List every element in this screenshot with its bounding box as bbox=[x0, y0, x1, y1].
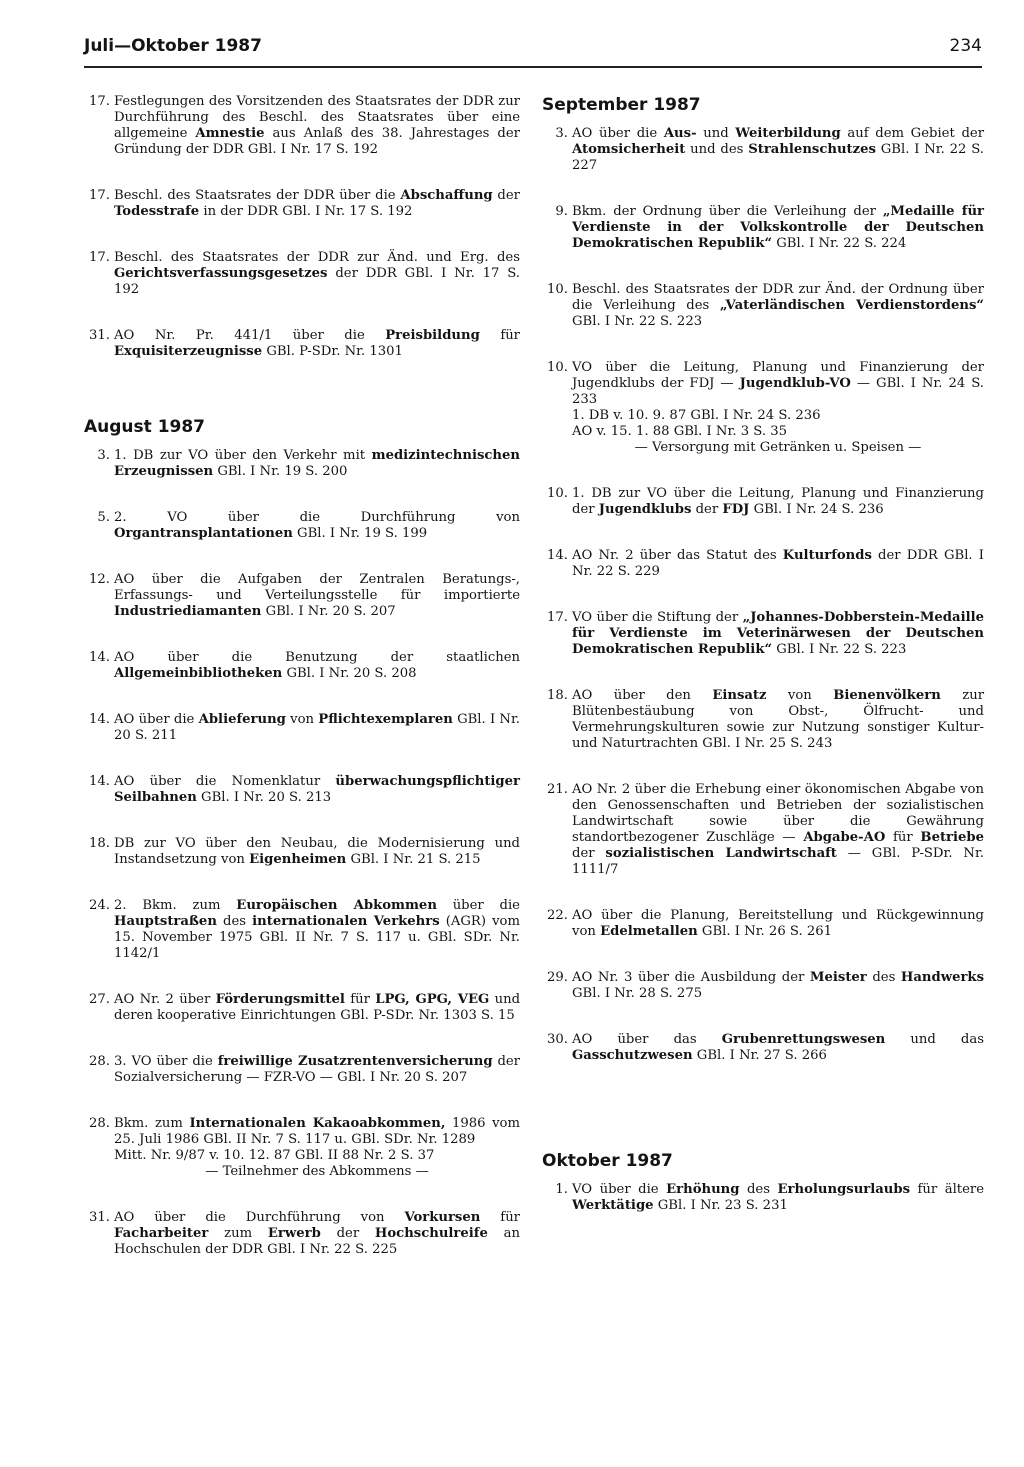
section-title: Oktober 1987 bbox=[542, 1151, 673, 1171]
keyword: Preisbildung bbox=[385, 328, 480, 343]
keyword: Todesstrafe bbox=[114, 204, 200, 219]
entry-day: 21. bbox=[547, 782, 568, 797]
text-segment: und deren kooperative Einrichtungen GBl. P-SDr. Nr. 1303 S. 15 bbox=[114, 992, 521, 1023]
entry-line bbox=[114, 1164, 520, 1180]
text-segment: Beschl. des Staatsrates der DDR zur Änd. der Ordnung über die Verleihung des bbox=[572, 282, 984, 313]
entry-text bbox=[572, 126, 984, 174]
keyword: freiwillige Zusatzrentenversicherung bbox=[217, 1054, 493, 1069]
entry-day: 14. bbox=[547, 548, 568, 563]
entry-text bbox=[114, 328, 520, 360]
entry-text bbox=[114, 712, 520, 744]
text-segment: GBl. P-SDr. Nr. 1301 bbox=[262, 344, 403, 359]
keyword: „Medaille für Verdienste in der Volkskontrolle der Deutschen Demokratischen Republik“ bbox=[572, 204, 985, 251]
entry-text bbox=[114, 188, 520, 220]
entry-text bbox=[572, 282, 984, 330]
entry-text bbox=[572, 1182, 984, 1214]
text-segment: und bbox=[696, 126, 736, 141]
text-segment: 3. VO über die bbox=[114, 1054, 218, 1069]
entry-text bbox=[114, 650, 520, 682]
text-segment: GBl. I Nr. 22 S. 224 bbox=[772, 236, 907, 251]
text-segment: für bbox=[480, 1210, 520, 1225]
entry bbox=[80, 188, 520, 220]
entry bbox=[80, 448, 520, 480]
left-column bbox=[80, 94, 520, 1288]
keyword: Weiterbildung bbox=[735, 126, 841, 141]
text-segment: (AGR) vom 15. November 1975 GBl. II Nr. 7 S. 117 u. GBl. SDr. Nr. 1142/1 bbox=[114, 914, 520, 961]
text-segment: der bbox=[691, 502, 723, 517]
keyword: Werktätige bbox=[572, 1198, 654, 1213]
entry-text bbox=[572, 782, 984, 878]
entry-day: 29. bbox=[547, 970, 568, 985]
section-title: September 1987 bbox=[542, 95, 701, 115]
text-segment: und des bbox=[685, 142, 749, 157]
keyword: Hauptstraßen bbox=[114, 914, 217, 929]
keyword: Förderungsmittel bbox=[215, 992, 345, 1007]
entry bbox=[80, 774, 520, 806]
entry-text bbox=[572, 204, 984, 252]
entry bbox=[80, 1210, 520, 1258]
entry-line bbox=[572, 440, 984, 456]
entry-text bbox=[114, 250, 520, 298]
text-segment: GBl. I Nr. 27 S. 266 bbox=[692, 1048, 827, 1063]
entry-day: 28. bbox=[89, 1116, 110, 1131]
text-segment: der DDR GBl. I Nr. 22 S. 229 bbox=[572, 548, 984, 579]
keyword: Pflichtexemplaren bbox=[318, 712, 453, 727]
entry-text bbox=[114, 510, 520, 542]
entry-day: 14. bbox=[89, 774, 110, 789]
keyword: Jugendklubs bbox=[598, 502, 692, 517]
text-segment: der Sozialversicherung — FZR-VO — GBl. I Nr. 20 S. 207 bbox=[114, 1054, 520, 1085]
entry-line bbox=[572, 424, 984, 440]
entry bbox=[538, 610, 984, 658]
entry bbox=[80, 1054, 520, 1086]
text-segment: auf dem Gebiet der bbox=[840, 126, 984, 141]
text-segment: 1986 vom 25. Juli 1986 GBl. II Nr. 7 S. 117 u. GBl. SDr. Nr. 1289 bbox=[114, 1116, 520, 1147]
keyword: Meister bbox=[809, 970, 867, 985]
entry-line bbox=[572, 408, 984, 424]
text-segment: an Hochschulen der DDR GBl. I Nr. 22 S. 225 bbox=[114, 1226, 520, 1257]
text-segment: AO Nr. 2 über bbox=[114, 992, 216, 1007]
keyword: Facharbeiter bbox=[114, 1226, 209, 1241]
entry-line bbox=[572, 360, 984, 408]
text-segment: Beschl. des Staatsrates der DDR über die bbox=[114, 188, 401, 203]
entry bbox=[80, 992, 520, 1024]
entry bbox=[538, 688, 984, 752]
entry-day: 17. bbox=[547, 610, 568, 625]
text-segment: AO über die Aufgaben der Zentralen Beratungs-, Erfassungs- und Verteilungsstelle für importierte bbox=[114, 572, 520, 603]
entry-day: 5. bbox=[97, 510, 110, 525]
entry bbox=[80, 650, 520, 682]
keyword: Industriediamanten bbox=[114, 604, 262, 619]
entry-text bbox=[572, 970, 984, 1002]
text-segment: GBl. I Nr. 24 S. 236 bbox=[749, 502, 884, 517]
text-segment: 1. DB zur VO über die Leitung, Planung und Finanzierung der bbox=[572, 486, 984, 517]
text-segment: — GBl. I Nr. 24 S. 233 bbox=[572, 376, 984, 407]
text-segment: GBl. I Nr. 22 S. 227 bbox=[572, 142, 984, 173]
entry-day: 3. bbox=[555, 126, 568, 141]
text-segment: des bbox=[216, 914, 253, 929]
text-segment: für bbox=[885, 830, 921, 845]
keyword: Europäischen Abkommen bbox=[236, 898, 437, 913]
entry-text bbox=[572, 486, 984, 518]
entry-text bbox=[114, 836, 520, 868]
keyword: medizintechnischen Erzeugnissen bbox=[114, 448, 520, 479]
entry bbox=[538, 782, 984, 878]
text-segment: der bbox=[320, 1226, 375, 1241]
keyword: Handwerks bbox=[900, 970, 984, 985]
text-segment: des bbox=[739, 1182, 778, 1197]
keyword: überwachungspflichtiger Seilbahnen bbox=[114, 774, 520, 805]
entry bbox=[80, 572, 520, 620]
keyword: „Johannes-Dobberstein-Medaille für Verdienste im Veterinärwesen der Deutschen Demokratischen Republik“ bbox=[572, 610, 984, 657]
keyword: Jugendklub-VO bbox=[739, 376, 851, 391]
keyword: Einsatz bbox=[712, 688, 767, 703]
keyword: Grubenrettungswesen bbox=[721, 1032, 886, 1047]
text-segment: Bkm. der Ordnung über die Verleihung der bbox=[572, 204, 883, 219]
section-july bbox=[80, 94, 520, 360]
entry-text bbox=[572, 610, 984, 658]
text-segment: AO Nr. 2 über das Statut des bbox=[572, 548, 783, 563]
entry-text bbox=[572, 548, 984, 580]
entry-line bbox=[114, 1148, 520, 1164]
keyword: Ablieferung bbox=[198, 712, 286, 727]
entry-text bbox=[114, 774, 520, 806]
text-segment: VO über die bbox=[572, 1182, 667, 1197]
section-august bbox=[80, 416, 520, 1258]
keyword: Erwerb bbox=[267, 1226, 321, 1241]
text-segment: der DDR GBl. I Nr. 17 S. 192 bbox=[114, 266, 520, 297]
text-segment: zum bbox=[208, 1226, 268, 1241]
keyword: Gerichtsverfassungsgesetzes bbox=[114, 266, 328, 281]
text-segment: AO über die Nomenklatur bbox=[114, 774, 336, 789]
entry-text bbox=[114, 448, 520, 480]
section-october bbox=[538, 1150, 984, 1214]
text-segment: AO über die bbox=[572, 126, 664, 141]
entry-day: 10. bbox=[547, 360, 568, 375]
keyword: Erhöhung bbox=[666, 1182, 740, 1197]
text-segment: AO Nr. 3 über die Ausbildung der bbox=[572, 970, 810, 985]
entry bbox=[80, 712, 520, 744]
text-segment: GBl. I Nr. 20 S. 207 bbox=[261, 604, 396, 619]
text-segment: für bbox=[479, 328, 520, 343]
text-segment: von bbox=[766, 688, 834, 703]
entry-day: 31. bbox=[89, 1210, 110, 1225]
entry-text bbox=[572, 360, 984, 456]
text-segment: — GBl. P-SDr. Nr. 1111/7 bbox=[572, 846, 984, 877]
entry-day: 18. bbox=[547, 688, 568, 703]
entry bbox=[538, 282, 984, 330]
entry-day: 17. bbox=[89, 188, 110, 203]
text-segment: DB zur VO über den Neubau, die Modernisierung und Instandsetzung von bbox=[114, 836, 520, 867]
text-segment: 2. Bkm. zum bbox=[114, 898, 237, 913]
entry-day: 10. bbox=[547, 282, 568, 297]
text-segment: — Versorgung mit Getränken u. Speisen — bbox=[634, 440, 922, 455]
text-segment: AO über die Planung, Bereitstellung und Rückgewinnung von bbox=[572, 908, 984, 939]
entry-text bbox=[114, 1054, 520, 1086]
entry-day: 1. bbox=[555, 1182, 568, 1197]
text-segment: Beschl. des Staatsrates der DDR zur Änd. und Erg. des bbox=[114, 250, 520, 265]
right-column bbox=[538, 94, 984, 1244]
text-segment: GBl. I Nr. 22 S. 223 bbox=[572, 314, 703, 329]
keyword: Gasschutzwesen bbox=[572, 1048, 693, 1063]
entry bbox=[538, 204, 984, 252]
keyword: Organtransplantationen bbox=[114, 526, 293, 541]
entry-day: 31. bbox=[89, 328, 110, 343]
page-number: 234 bbox=[949, 36, 982, 56]
keyword: Internationalen Kakaoabkommen, bbox=[189, 1116, 446, 1131]
text-segment: über die bbox=[436, 898, 520, 913]
entry bbox=[80, 1116, 520, 1180]
keyword: „Vaterländischen Verdienstordens“ bbox=[719, 298, 984, 313]
text-segment: AO über die Durchführung von bbox=[114, 1210, 405, 1225]
text-segment: Bkm. zum bbox=[114, 1116, 190, 1131]
keyword: FDJ bbox=[722, 502, 750, 517]
text-segment: von bbox=[285, 712, 319, 727]
keyword: Abgabe-AO bbox=[803, 830, 886, 845]
text-segment: AO Nr. Pr. 441/1 über die bbox=[114, 328, 386, 343]
text-segment: für bbox=[344, 992, 376, 1007]
entry bbox=[538, 970, 984, 1002]
text-segment: für ältere bbox=[910, 1182, 985, 1197]
entry bbox=[80, 328, 520, 360]
entry bbox=[80, 898, 520, 962]
keyword: internationalen Verkehrs bbox=[252, 914, 440, 929]
keyword: Hochschulreife bbox=[374, 1226, 488, 1241]
text-segment: VO über die Stiftung der bbox=[572, 610, 743, 625]
entry bbox=[80, 250, 520, 298]
entry-day: 14. bbox=[89, 650, 110, 665]
keyword: Amnestie bbox=[195, 126, 265, 141]
keyword: Abschaffung bbox=[400, 188, 493, 203]
entry-day: 18. bbox=[89, 836, 110, 851]
keyword: LPG, GPG, VEG bbox=[375, 992, 490, 1007]
keyword: Kulturfonds bbox=[782, 548, 872, 563]
text-segment: zur Blütenbestäubung von Obst-, Ölfrucht- und Vermehrungskulturen sowie zur Nutzung sonstiger Kultur- und Naturtrachten GBl. I Nr. 25 S. 243 bbox=[572, 688, 984, 751]
entry-day: 3. bbox=[97, 448, 110, 463]
entry-day: 27. bbox=[89, 992, 110, 1007]
entry-day: 22. bbox=[547, 908, 568, 923]
text-segment: — Teilnehmer des Abkommens — bbox=[205, 1164, 429, 1179]
text-segment: GBl. I Nr. 20 S. 211 bbox=[114, 712, 520, 743]
text-segment: VO über die Leitung, Planung und Finanzierung der Jugendklubs der FDJ — bbox=[572, 360, 984, 391]
entry bbox=[538, 360, 984, 456]
entry-day: 12. bbox=[89, 572, 110, 587]
text-segment: in der DDR GBl. I Nr. 17 S. 192 bbox=[199, 204, 413, 219]
keyword: Strahlenschutzes bbox=[748, 142, 876, 157]
text-segment: AO über die Benutzung der staatlichen bbox=[114, 650, 520, 665]
entry-text bbox=[114, 1210, 520, 1258]
text-segment: 2. VO über die Durchführung von bbox=[114, 510, 520, 525]
keyword: Erholungsurlaubs bbox=[777, 1182, 911, 1197]
entry bbox=[80, 836, 520, 868]
entry-text bbox=[114, 992, 520, 1024]
text-segment: aus Anlaß des 38. Jahrestages der Gründung der DDR GBl. I Nr. 17 S. 192 bbox=[114, 126, 520, 157]
keyword: Aus- bbox=[663, 126, 697, 141]
entry-text bbox=[114, 572, 520, 620]
text-segment: AO über den bbox=[572, 688, 713, 703]
entry bbox=[538, 486, 984, 518]
entry bbox=[538, 908, 984, 940]
text-segment: GBl. I Nr. 19 S. 200 bbox=[213, 464, 348, 479]
page-header bbox=[84, 36, 982, 68]
entry-text bbox=[572, 908, 984, 940]
text-segment: AO über die bbox=[114, 712, 199, 727]
entry bbox=[538, 126, 984, 174]
text-segment: GBl. I Nr. 20 S. 208 bbox=[282, 666, 417, 681]
entry-day: 24. bbox=[89, 898, 110, 913]
text-segment: 1. DB zur VO über den Verkehr mit bbox=[114, 448, 372, 463]
keyword: Atomsicherheit bbox=[572, 142, 686, 157]
entry bbox=[538, 1032, 984, 1064]
text-segment: GBl. I Nr. 23 S. 231 bbox=[653, 1198, 788, 1213]
keyword: sozialistischen Landwirtschaft bbox=[605, 846, 837, 861]
entry-day: 14. bbox=[89, 712, 110, 727]
entry-day: 17. bbox=[89, 250, 110, 265]
keyword: Vorkursen bbox=[404, 1210, 481, 1225]
text-segment: GBl. I Nr. 19 S. 199 bbox=[292, 526, 428, 541]
text-segment: GBl. I Nr. 20 S. 213 bbox=[196, 790, 332, 805]
entry-day: 28. bbox=[89, 1054, 110, 1069]
keyword: Exquisiterzeugnisse bbox=[114, 344, 263, 359]
text-segment: GBl. I Nr. 21 S. 215 bbox=[346, 852, 481, 867]
text-segment: des bbox=[866, 970, 901, 985]
entry-line bbox=[114, 1116, 520, 1148]
text-segment: AO über das bbox=[572, 1032, 722, 1047]
keyword: Edelmetallen bbox=[600, 924, 698, 939]
entry-text bbox=[572, 1032, 984, 1064]
keyword: Betriebe bbox=[920, 830, 985, 845]
keyword: Allgemeinbibliotheken bbox=[114, 666, 283, 681]
entry bbox=[80, 94, 520, 158]
entry-day: 30. bbox=[547, 1032, 568, 1047]
section-september bbox=[538, 94, 984, 1064]
entry bbox=[538, 548, 984, 580]
entry-text bbox=[114, 898, 520, 962]
entry-text bbox=[114, 1116, 520, 1180]
text-segment: GBl. I Nr. 28 S. 275 bbox=[572, 986, 703, 1001]
text-segment: AO Nr. 2 über die Erhebung einer ökonomischen Abgabe von den Genossenschaften und Betrieben der sozialistischen Landwirtschaft sowie über die Gewährung standortbezogener Zuschläge — bbox=[572, 782, 984, 845]
text-segment: der bbox=[492, 188, 520, 203]
entry-day: 10. bbox=[547, 486, 568, 501]
keyword: Eigenheimen bbox=[249, 852, 347, 867]
entry-text bbox=[114, 94, 520, 158]
text-segment: GBl. I Nr. 26 S. 261 bbox=[697, 924, 833, 939]
text-segment: Mitt. Nr. 9/87 v. 10. 12. 87 GBl. II 88 Nr. 2 S. 37 bbox=[114, 1148, 435, 1163]
text-segment: Festlegungen des Vorsitzenden des Staatsrates der DDR zur Durchführung des Beschl. des Staatsrates über eine allgemeine bbox=[114, 94, 520, 141]
keyword: Bienenvölkern bbox=[833, 688, 941, 703]
text-segment: AO v. 15. 1. 88 GBl. I Nr. 3 S. 35 bbox=[572, 424, 788, 439]
text-segment: GBl. I Nr. 22 S. 223 bbox=[772, 642, 907, 657]
section-title: August 1987 bbox=[84, 417, 206, 437]
text-segment: und das bbox=[885, 1032, 984, 1047]
entry-day: 9. bbox=[555, 204, 568, 219]
entry-text bbox=[572, 688, 984, 752]
entry bbox=[80, 510, 520, 542]
entry-day: 17. bbox=[89, 94, 110, 109]
text-segment: der bbox=[572, 846, 606, 861]
running-head: Juli—Oktober 1987 bbox=[84, 36, 262, 56]
entry bbox=[538, 1182, 984, 1214]
text-segment: 1. DB v. 10. 9. 87 GBl. I Nr. 24 S. 236 bbox=[572, 408, 821, 423]
